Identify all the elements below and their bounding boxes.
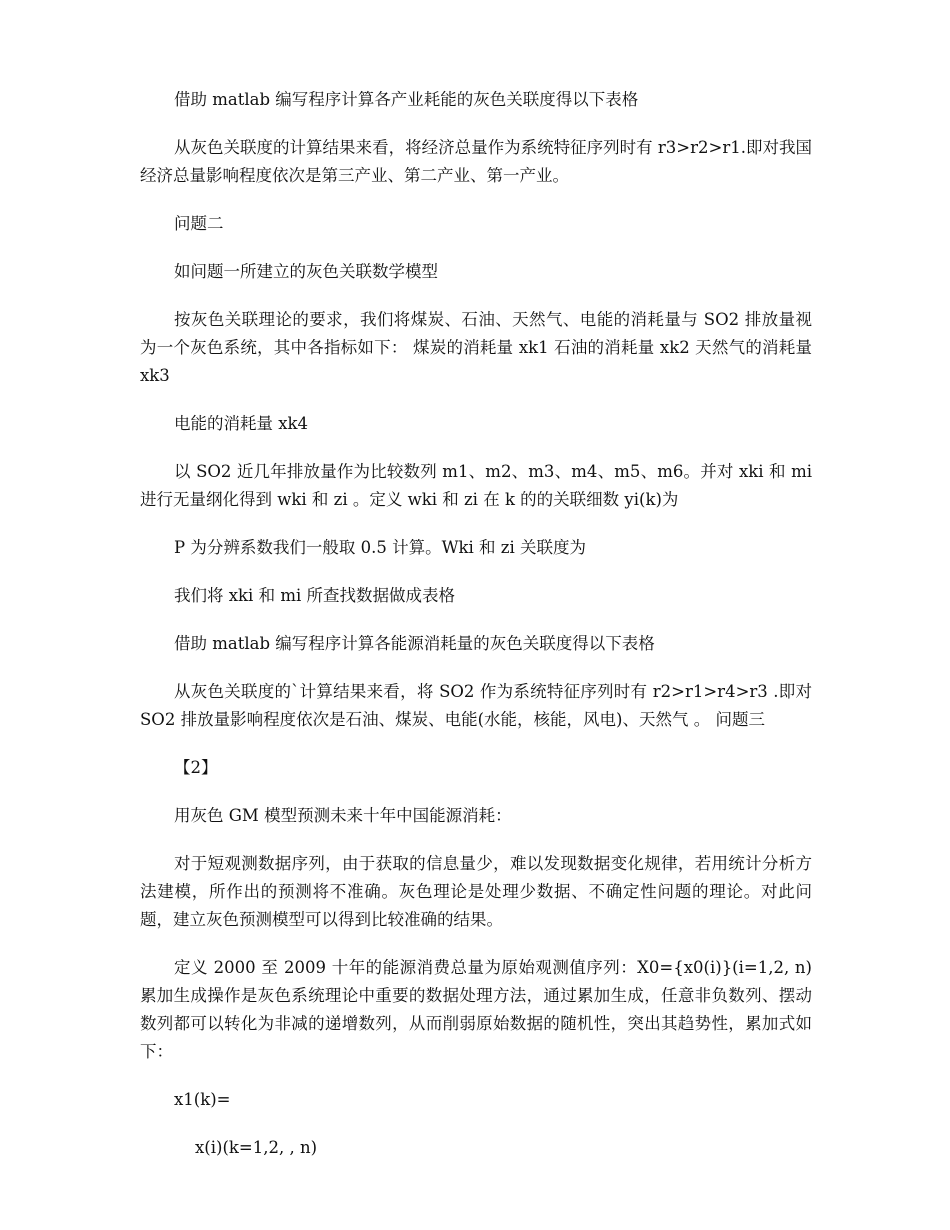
paragraph-matlab-industry: 借助 matlab 编写程序计算各产业耗能的灰色关联度得以下表格 <box>174 90 639 109</box>
formula-line-1: x1(k)= <box>174 1090 231 1109</box>
paragraph-model-reference: 如问题一所建立的灰色关联数学模型 <box>174 262 438 281</box>
paragraph-resolution-coefficient: P 为分辨系数我们一般取 0.5 计算。Wki 和 zi 关联度为 <box>174 538 587 557</box>
paragraph-electricity: 电能的消耗量 xk4 <box>174 414 309 433</box>
reference-marker: 【2】 <box>174 758 218 777</box>
paragraph-industry-result: 从灰色关联度的计算结果来看，将经济总量作为系统特征序列时有 r3>r2>r1.即对我国经济总量影响程度依次是第三产业、第二产业、第一产业。 <box>140 138 812 185</box>
document-page <box>140 86 812 1182</box>
paragraph-short-series: 对于短观测数据序列，由于获取的信息量少，难以发现数据变化规律，若用统计分析方法建模，所作出的预测将不准确。灰色理论是处理少数据、不确定性问题的理论。对此问题，建立灰色预测模型可以得到比较准确的结果。 <box>140 854 812 929</box>
paragraph-indicators: 按灰色关联理论的要求，我们将煤炭、石油、天然气、电能的消耗量与 SO2 排放量视为一个灰色系统，其中各指标如下： 煤炭的消耗量 xk1 石油的消耗量 xk2 天然气的消耗量 xk3 <box>140 310 812 385</box>
paragraph-energy-result: 从灰色关联度的`计算结果来看，将 SO2 作为系统特征序列时有 r2>r1>r4>r3 .即对 SO2 排放量影响程度依次是石油、煤炭、电能(水能，核能，风电)、天然气 。 问题三 <box>140 682 812 729</box>
paragraph-comparison-series: 以 SO2 近几年排放量作为比较数列 m1、m2、m3、m4、m5、m6。并对 xki 和 mi 进行无量纲化得到 wki 和 zi 。定义 wki 和 zi 在 k 的的关联细数 yi(k)为 <box>140 462 812 509</box>
paragraph-definition: 定义 2000 至 2009 十年的能源消费总量为原始观测值序列：X0={x0(i)}(i=1,2, n) 累加生成操作是灰色系统理论中重要的数据处理方法，通过累加生成，任意非负数列、摆动数列都可以转化为非减的递增数列，从而削弱原始数据的随机性，突出其趋势性，累加式如下： <box>140 958 812 1061</box>
paragraph-gm-model: 用灰色 GM 模型预测未来十年中国能源消耗： <box>174 806 512 825</box>
paragraph-data-table: 我们将 xki 和 mi 所查找数据做成表格 <box>174 586 455 605</box>
heading-question-two: 问题二 <box>174 214 224 233</box>
formula-line-2: x(i)(k=1,2, , n) <box>195 1138 318 1157</box>
paragraph-matlab-energy: 借助 matlab 编写程序计算各能源消耗量的灰色关联度得以下表格 <box>174 634 655 653</box>
